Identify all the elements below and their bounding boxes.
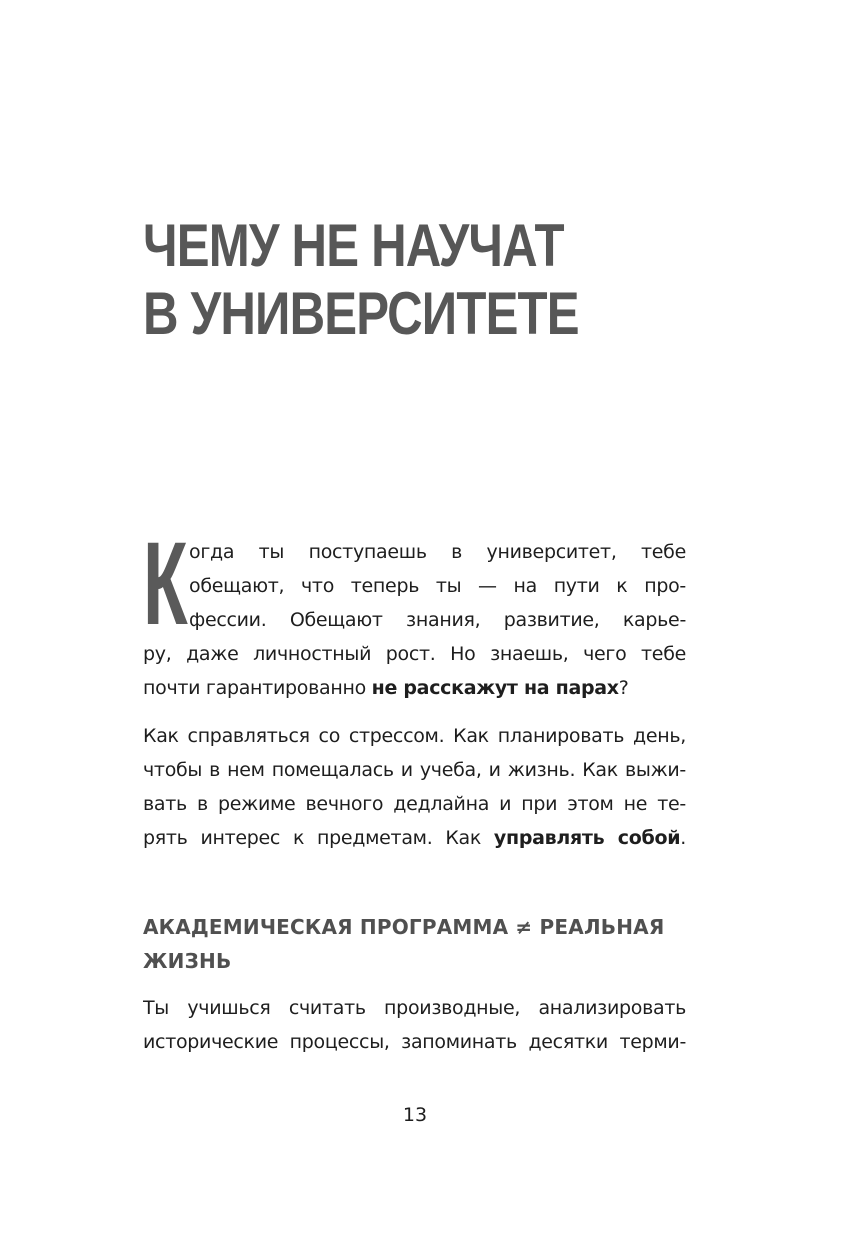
chapter-title-line-2: В УНИВЕРСИТЕТЕ — [143, 280, 579, 347]
paragraph-line — [143, 821, 686, 855]
drop-cap: К — [143, 518, 188, 650]
page-number: 13 — [402, 1104, 428, 1126]
paragraph-line: Ты учишься считать производные, анализировать — [143, 997, 686, 1019]
chapter-title — [143, 212, 743, 348]
paragraph-line: Как справляться со стрессом. Как планировать день, — [143, 725, 686, 747]
paragraph-line — [143, 671, 686, 705]
emphasis-text: управлять собой — [493, 827, 681, 849]
intro-paragraph — [143, 518, 686, 705]
paragraph-line: фессии. Обещают знания, развитие, карье- — [189, 609, 686, 631]
chapter-title-line-1: ЧЕМУ НЕ НАУЧАТ — [143, 212, 564, 279]
section-heading-line-1: АКАДЕМИЧЕСКАЯ ПРОГРАММА ≠ РЕАЛЬНАЯ — [143, 915, 665, 939]
section-heading-line-2: ЖИЗНЬ — [143, 949, 232, 973]
paragraph-text: . — [680, 827, 686, 849]
emphasis-text: не расскажут на парах — [371, 677, 619, 699]
paragraph-line: вать в режиме вечного дедлайна и при этом не те- — [143, 793, 686, 815]
paragraph-line: огда ты поступаешь в университет, тебе — [189, 541, 686, 563]
paragraph-line: ру, даже личностный рост. Но знаешь, чего тебе — [143, 643, 686, 665]
section-heading — [143, 910, 688, 978]
paragraph-text: рять интерес к предметам. Как — [143, 827, 494, 849]
paragraph-line: обещают, что теперь ты — на пути к про- — [189, 575, 686, 597]
section-paragraph — [143, 991, 686, 1059]
paragraph-text: ? — [618, 677, 629, 699]
paragraph-line: исторические процессы, запоминать десятки терми- — [143, 1031, 686, 1053]
paragraph-text: почти гарантированно — [143, 677, 372, 699]
skills-paragraph — [143, 719, 686, 855]
paragraph-line: чтобы в нем помещалась и учеба, и жизнь. Как выжи- — [143, 759, 686, 781]
